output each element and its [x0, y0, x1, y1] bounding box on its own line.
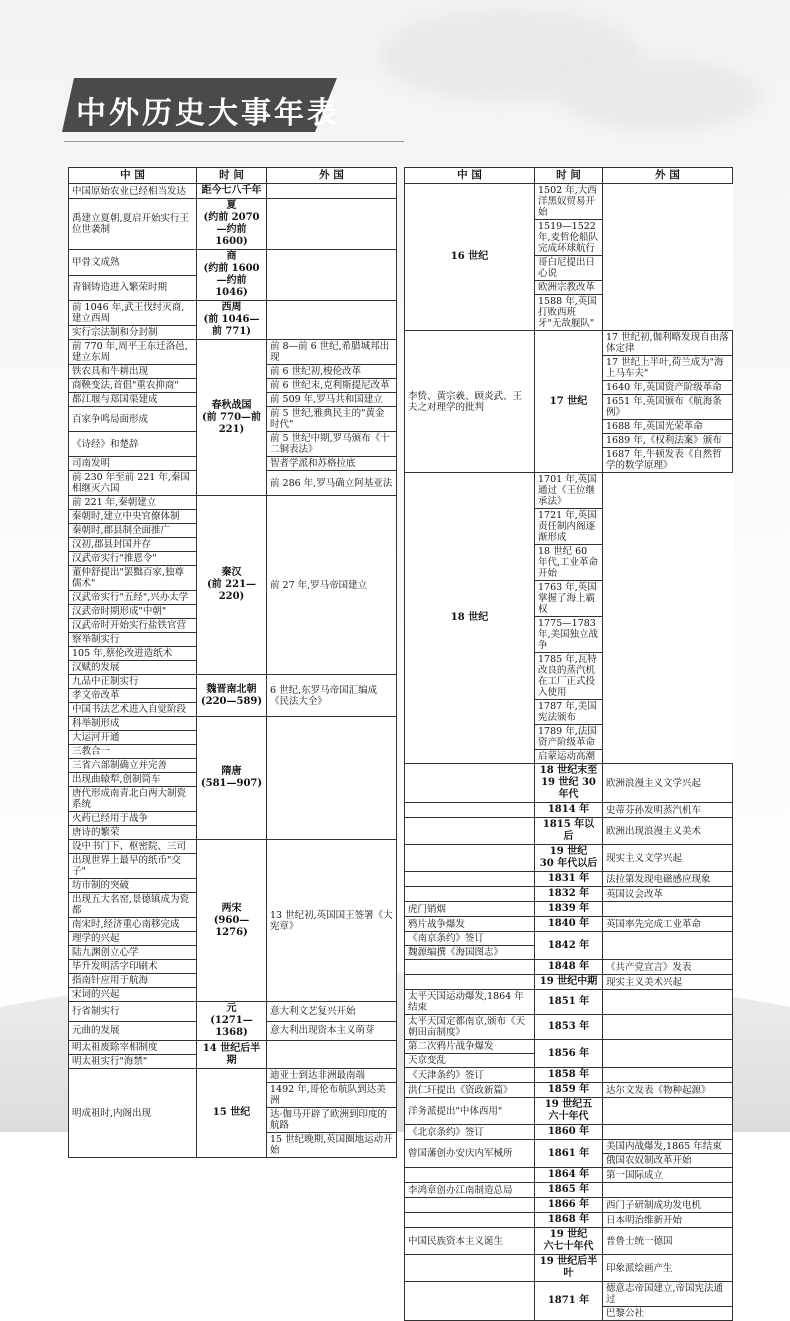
table-row	[69, 199, 397, 250]
time-period-cell: 距今七八千年	[197, 184, 267, 199]
foreign-event-cell	[603, 1183, 733, 1198]
foreign-event-cell	[603, 1015, 733, 1040]
china-event-cell: 汉武帝实行"推恩令"	[69, 552, 197, 566]
china-event-cell	[405, 1255, 535, 1282]
china-event-cell	[405, 960, 535, 975]
foreign-event-cell: 普鲁士统一德国	[603, 1228, 733, 1255]
time-period-cell: 1853 年	[535, 1015, 603, 1040]
time-period-cell: 1856 年	[535, 1040, 603, 1068]
header-time: 时 间	[197, 168, 267, 184]
china-event-cell: 明太祖废除宰相制度	[69, 1041, 197, 1055]
china-event-cell: 太平天国定都南京,颁布《天朝田亩制度》	[405, 1015, 535, 1040]
foreign-event-cell: 1701 年,英国通过《王位继承法》	[535, 473, 603, 509]
table-row	[405, 990, 733, 1015]
china-event-cell	[405, 1213, 535, 1228]
foreign-event-cell: 俄国农奴制改革开始	[603, 1154, 733, 1168]
table-row	[69, 717, 397, 731]
china-event-cell: 曾国藩创办安庆内军械所	[405, 1140, 535, 1168]
table-row	[69, 340, 397, 365]
foreign-event-cell: 欧洲出现浪漫主义美术	[603, 818, 733, 845]
foreign-event-cell: 《共产党宣言》发表	[603, 960, 733, 975]
china-event-cell	[405, 887, 535, 902]
china-event-cell: 理学的兴起	[69, 932, 197, 946]
foreign-event-cell: 前 5 世纪中期,罗马颁布《十二铜表法》	[267, 432, 397, 457]
china-event-cell: 秦朝时,郡县制全面推广	[69, 524, 197, 538]
time-period-cell: 19 世纪中期	[535, 975, 603, 990]
time-period-cell: 1858 年	[535, 1068, 603, 1083]
table-row	[405, 1282, 733, 1307]
table-row	[69, 184, 397, 199]
foreign-event-cell: 第一国际成立	[603, 1168, 733, 1183]
table-body	[69, 184, 397, 1158]
china-event-cell: 《诗经》和楚辞	[69, 432, 197, 457]
china-event-cell: 指南针应用于航海	[69, 974, 197, 988]
china-event-cell: 出现世界上最早的纸币"交子"	[69, 854, 197, 879]
foreign-event-cell: 前 5 世纪,雅典民主的"黄金时代"	[267, 407, 397, 432]
header-foreign: 外 国	[603, 168, 733, 184]
foreign-event-cell: 智者学派和苏格拉底	[267, 457, 397, 471]
time-period-cell: 18 世纪末至 19 世纪 30 年代	[535, 764, 603, 803]
foreign-event-cell: 1519—1522 年,麦哲伦船队完成环球航行	[535, 220, 603, 256]
time-period-cell: 1871 年	[535, 1282, 603, 1321]
china-event-cell	[405, 1198, 535, 1213]
china-event-cell: 中国民族资本主义诞生	[405, 1228, 535, 1255]
foreign-event-cell	[603, 932, 733, 960]
table-row	[405, 1068, 733, 1083]
china-event-cell	[405, 1168, 535, 1183]
table-body	[405, 184, 733, 1321]
china-event-cell: 鸦片战争爆发	[405, 917, 535, 932]
time-period-cell: 19 世纪 六七十年代	[535, 1228, 603, 1255]
china-event-cell: 105 年,蔡伦改进造纸术	[69, 647, 197, 661]
china-event-cell: 第二次鸦片战争爆发	[405, 1040, 535, 1054]
china-event-cell: 洋务派提出"中体西用"	[405, 1098, 535, 1125]
china-event-cell: 行省制实行	[69, 1002, 197, 1022]
time-period-cell: 隋唐 (581—907)	[197, 717, 267, 840]
china-event-cell	[405, 1282, 535, 1321]
foreign-event-cell: 达·伽马开辟了欧洲到印度的航路	[267, 1108, 397, 1133]
foreign-event-cell: 欧洲宗教改革	[535, 281, 603, 295]
table-row	[405, 473, 733, 509]
table-row	[405, 1168, 733, 1183]
china-event-cell: 李贽、黄宗羲、顾炎武、王夫之对理学的批判	[405, 331, 535, 473]
china-event-cell: 《南京条约》签订	[405, 932, 535, 946]
title-underline	[64, 141, 404, 142]
header-china: 中 国	[405, 168, 535, 184]
table-row	[405, 818, 733, 845]
foreign-event-cell	[267, 250, 397, 301]
china-event-cell: 百家争鸣局面形成	[69, 407, 197, 432]
foreign-event-cell	[603, 902, 733, 917]
foreign-event-cell: 前 509 年,罗马共和国建立	[267, 393, 397, 407]
china-event-cell: 明太祖实行"海禁"	[69, 1055, 197, 1069]
foreign-event-cell: 1640 年,英国资产阶级革命	[603, 381, 733, 395]
foreign-event-cell: 前 6 世纪末,克利斯提尼改革	[267, 379, 397, 393]
time-period-cell: 19 世纪五 六十年代	[535, 1098, 603, 1125]
china-event-cell	[405, 803, 535, 818]
table-row	[405, 1015, 733, 1040]
foreign-event-cell: 英国率先完成工业革命	[603, 917, 733, 932]
foreign-event-cell: 日本明治维新开始	[603, 1213, 733, 1228]
foreign-event-cell	[267, 184, 397, 199]
time-period-cell: 西周 (前 1046—前 771)	[197, 301, 267, 340]
foreign-event-cell: 迪亚士到达非洲最南端	[267, 1069, 397, 1083]
time-period-cell: 1842 年	[535, 932, 603, 960]
foreign-event-cell: 史蒂芬孙发明蒸汽机车	[603, 803, 733, 818]
table-row	[405, 902, 733, 917]
foreign-event-cell: 印象派绘画产生	[603, 1255, 733, 1282]
table-row	[405, 1183, 733, 1198]
china-event-cell: 明成祖时,内阁出现	[69, 1069, 197, 1158]
foreign-event-cell	[603, 1098, 733, 1125]
foreign-event-cell: 15 世纪晚期,英国圈地运动开始	[267, 1133, 397, 1158]
china-event-cell: 火药已经用于战争	[69, 812, 197, 826]
table-row	[405, 960, 733, 975]
time-period-cell: 1861 年	[535, 1140, 603, 1168]
china-event-cell: 禹建立夏朝,夏启开始实行王位世袭制	[69, 199, 197, 250]
table-row	[405, 917, 733, 932]
table-row	[405, 184, 733, 220]
china-event-cell	[405, 872, 535, 887]
foreign-event-cell: 6 世纪,东罗马帝国汇编成《民法大全》	[267, 675, 397, 717]
china-event-cell: 大运河开通	[69, 731, 197, 745]
china-event-cell: 前 230 年至前 221 年,秦国相继灭六国	[69, 471, 197, 496]
table-row	[405, 932, 733, 946]
china-event-cell: 九品中正制实行	[69, 675, 197, 689]
china-event-cell: 甲骨文成熟	[69, 250, 197, 276]
table-row	[69, 1069, 397, 1083]
china-event-cell: 汉赋的发展	[69, 661, 197, 675]
china-event-cell: 魏源编撰《海国图志》	[405, 946, 535, 960]
foreign-event-cell: 巴黎公社	[603, 1307, 733, 1321]
foreign-event-cell: 启蒙运动高潮	[535, 750, 603, 764]
china-event-cell	[405, 975, 535, 990]
time-period-cell: 15 世纪	[197, 1069, 267, 1158]
foreign-event-cell: 1763 年,英国掌握了海上霸权	[535, 581, 603, 617]
time-period-cell: 1851 年	[535, 990, 603, 1015]
table-row	[405, 887, 733, 902]
table-row	[69, 840, 397, 854]
foreign-event-cell: 现实主义文学兴起	[603, 845, 733, 872]
table-row	[405, 1255, 733, 1282]
china-event-cell: 青铜铸造进入繁荣时期	[69, 275, 197, 301]
foreign-event-cell: 前 6 世纪初,梭伦改革	[267, 365, 397, 379]
table-row	[405, 872, 733, 887]
table-row	[405, 1140, 733, 1154]
table-row	[405, 1228, 733, 1255]
china-event-cell: 设中书门下、枢密院、三司	[69, 840, 197, 854]
china-event-cell	[405, 764, 535, 803]
china-event-cell: 出现五大名窑,景德镇成为瓷都	[69, 893, 197, 918]
time-period-cell: 1848 年	[535, 960, 603, 975]
time-period-cell: 1815 年以后	[535, 818, 603, 845]
foreign-event-cell: 1689 年,《权利法案》颁布	[603, 434, 733, 448]
foreign-event-cell: 17 世纪上半叶,荷兰成为"海上马车夫"	[603, 356, 733, 381]
china-event-cell: 毕升发明活字印刷术	[69, 960, 197, 974]
china-event-cell: 都江堰与郑国渠建成	[69, 393, 197, 407]
foreign-event-cell: 1502 年,大西洋黑奴贸易开始	[535, 184, 603, 220]
table-row	[69, 301, 397, 326]
time-period-cell: 14 世纪后半期	[197, 1041, 267, 1069]
time-period-cell: 19 世纪后半叶	[535, 1255, 603, 1282]
table-row	[405, 1083, 733, 1098]
china-event-cell: 汉武帝时开始实行盐铁官营	[69, 619, 197, 633]
foreign-event-cell	[267, 717, 397, 840]
foreign-event-cell: 前 8—前 6 世纪,希腊城邦出现	[267, 340, 397, 365]
foreign-event-cell: 西门子研制成功发电机	[603, 1198, 733, 1213]
foreign-event-cell: 18 世纪 60 年代,工业革命开始	[535, 545, 603, 581]
china-event-cell: 李鸿章创办江南制造总局	[405, 1183, 535, 1198]
foreign-event-cell: 哥白尼提出日心说	[535, 256, 603, 281]
foreign-event-cell	[603, 1040, 733, 1068]
china-event-cell: 实行宗法制和分封制	[69, 326, 197, 340]
time-period-cell: 1865 年	[535, 1183, 603, 1198]
time-period-cell: 夏 (约前 2070—约前 1600)	[197, 199, 267, 250]
china-event-cell: 唐代形成南青北白两大制瓷系统	[69, 787, 197, 812]
foreign-event-cell: 1789 年,法国资产阶级革命	[535, 725, 603, 750]
foreign-event-cell: 法拉第发现电磁感应现象	[603, 872, 733, 887]
table-row	[69, 675, 397, 689]
table-row	[405, 1040, 733, 1054]
china-event-cell: 太平天国运动爆发,1864 年结束	[405, 990, 535, 1015]
time-period-cell: 1859 年	[535, 1083, 603, 1098]
foreign-event-cell: 1588 年,英国打败西班牙"无敌舰队"	[535, 295, 603, 331]
foreign-event-cell: 1721 年,英国责任制内阁逐渐形成	[535, 509, 603, 545]
time-period-cell: 19 世纪 30 年代以后	[535, 845, 603, 872]
time-period-cell: 商 (约前 1600—约前 1046)	[197, 250, 267, 301]
table-row	[69, 1041, 397, 1055]
header-time: 时 间	[535, 168, 603, 184]
table-row	[405, 803, 733, 818]
time-period-cell: 16 世纪	[405, 184, 535, 331]
foreign-event-cell: 意大利文艺复兴开始	[267, 1002, 397, 1022]
china-event-cell: 前 1046 年,武王伐纣灭商,建立西周	[69, 301, 197, 326]
time-period-cell: 两宋 (960—1276)	[197, 840, 267, 1002]
china-event-cell: 三省六部制确立并完善	[69, 759, 197, 773]
china-event-cell: 司南发明	[69, 457, 197, 471]
foreign-event-cell: 美国内战爆发,1865 年结束	[603, 1140, 733, 1154]
time-period-cell: 1866 年	[535, 1198, 603, 1213]
china-event-cell: 《天津条约》签订	[405, 1068, 535, 1083]
china-event-cell	[405, 818, 535, 845]
time-period-cell: 1840 年	[535, 917, 603, 932]
foreign-event-cell	[603, 1068, 733, 1083]
foreign-event-cell: 前 286 年,罗马确立阿基亚法	[267, 471, 397, 496]
china-event-cell: 科举制形成	[69, 717, 197, 731]
foreign-event-cell: 1688 年,英国光荣革命	[603, 420, 733, 434]
foreign-event-cell: 1687 年,牛顿发表《自然哲学的数学原理》	[603, 448, 733, 473]
china-event-cell: 中国原始农业已经相当发达	[69, 184, 197, 199]
china-event-cell: 陆九渊创立心学	[69, 946, 197, 960]
china-event-cell: 中国书法艺术进入自觉阶段	[69, 703, 197, 717]
table-row	[405, 975, 733, 990]
china-event-cell: 三教合一	[69, 745, 197, 759]
china-event-cell: 元曲的发展	[69, 1021, 197, 1041]
foreign-event-cell: 13 世纪初,英国国王签署《大宪章》	[267, 840, 397, 1002]
time-period-cell: 1839 年	[535, 902, 603, 917]
china-event-cell: 秦朝时,建立中央官僚体制	[69, 510, 197, 524]
time-period-cell: 1831 年	[535, 872, 603, 887]
time-period-cell: 秦汉 (前 221—220)	[197, 496, 267, 675]
foreign-event-cell: 德意志帝国建立,帝国宪法通过	[603, 1282, 733, 1307]
table-row	[405, 331, 733, 356]
foreign-event-cell	[267, 301, 397, 340]
foreign-event-cell: 1651 年,英国颁布《航海条例》	[603, 395, 733, 420]
china-event-cell: 商鞅变法,首倡"重农抑商"	[69, 379, 197, 393]
foreign-event-cell: 17 世纪初,伽利略发现自由落体定律	[603, 331, 733, 356]
china-event-cell: 前 770 年,周平王东迁洛邑,建立东周	[69, 340, 197, 365]
china-event-cell: 坊市制的突破	[69, 879, 197, 893]
china-event-cell: 洪仁玕提出《资政新篇》	[405, 1083, 535, 1098]
header-foreign: 外 国	[267, 168, 397, 184]
foreign-event-cell: 欧洲浪漫主义文学兴起	[603, 764, 733, 803]
china-event-cell	[405, 845, 535, 872]
table-row	[405, 1213, 733, 1228]
time-period-cell: 1814 年	[535, 803, 603, 818]
china-event-cell: 铁农具和牛耕出现	[69, 365, 197, 379]
foreign-event-cell: 英国议会改革	[603, 887, 733, 902]
table-row	[405, 845, 733, 872]
foreign-event-cell: 1787 年,美国宪法颁布	[535, 700, 603, 725]
foreign-event-cell: 1492 年,哥伦布航队到达美洲	[267, 1083, 397, 1108]
china-event-cell: 唐诗的繁荣	[69, 826, 197, 840]
china-event-cell: 《北京条约》签订	[405, 1125, 535, 1140]
china-event-cell: 天京变乱	[405, 1054, 535, 1068]
page-title: 中外历史大事年表	[76, 96, 340, 131]
china-event-cell: 虎门销烟	[405, 902, 535, 917]
china-event-cell: 察举制实行	[69, 633, 197, 647]
foreign-event-cell	[267, 1041, 397, 1069]
table-row	[69, 1002, 397, 1022]
foreign-event-cell: 意大利出现资本主义萌芽	[267, 1021, 397, 1041]
time-period-cell: 18 世纪	[405, 473, 535, 764]
chronology-table-left	[68, 167, 397, 1158]
china-event-cell: 前 221 年,秦朝建立	[69, 496, 197, 510]
time-period-cell: 元 (1271—1368)	[197, 1002, 267, 1041]
china-event-cell: 汉初,郡县封国并存	[69, 538, 197, 552]
china-event-cell: 汉武帝实行"五经",兴办太学	[69, 591, 197, 605]
table-row	[69, 496, 397, 510]
foreign-event-cell: 1785 年,瓦特改良的蒸汽机在工厂正式投入使用	[535, 653, 603, 700]
china-event-cell: 孝文帝改革	[69, 689, 197, 703]
table-row	[405, 1098, 733, 1125]
table-row	[405, 1125, 733, 1140]
time-period-cell: 17 世纪	[535, 331, 603, 473]
time-period-cell: 1868 年	[535, 1213, 603, 1228]
foreign-event-cell: 前 27 年,罗马帝国建立	[267, 496, 397, 675]
time-period-cell: 春秋战国 (前 770—前 221)	[197, 340, 267, 496]
china-event-cell: 董仲舒提出"罢黜百家,独尊儒术"	[69, 566, 197, 591]
time-period-cell: 1860 年	[535, 1125, 603, 1140]
china-event-cell: 出现曲辕犁,创制筒车	[69, 773, 197, 787]
foreign-event-cell: 1775—1783 年,美国独立战争	[535, 617, 603, 653]
foreign-event-cell	[603, 990, 733, 1015]
china-event-cell: 汉武帝时期形成"中朝"	[69, 605, 197, 619]
chronology-table-right	[404, 167, 733, 1321]
time-period-cell: 魏晋南北朝 (220—589)	[197, 675, 267, 717]
foreign-event-cell	[267, 199, 397, 250]
table-row	[405, 1198, 733, 1213]
table-row	[405, 764, 733, 803]
header-china: 中 国	[69, 168, 197, 184]
time-period-cell: 1832 年	[535, 887, 603, 902]
foreign-event-cell: 现实主义美术兴起	[603, 975, 733, 990]
foreign-event-cell: 达尔文发表《物种起源》	[603, 1083, 733, 1098]
cloud-decoration	[560, 60, 760, 130]
time-period-cell: 1864 年	[535, 1168, 603, 1183]
china-event-cell: 宋词的兴起	[69, 988, 197, 1002]
china-event-cell: 南宋时,经济重心南移完成	[69, 918, 197, 932]
foreign-event-cell	[603, 1125, 733, 1140]
table-row	[69, 250, 397, 276]
